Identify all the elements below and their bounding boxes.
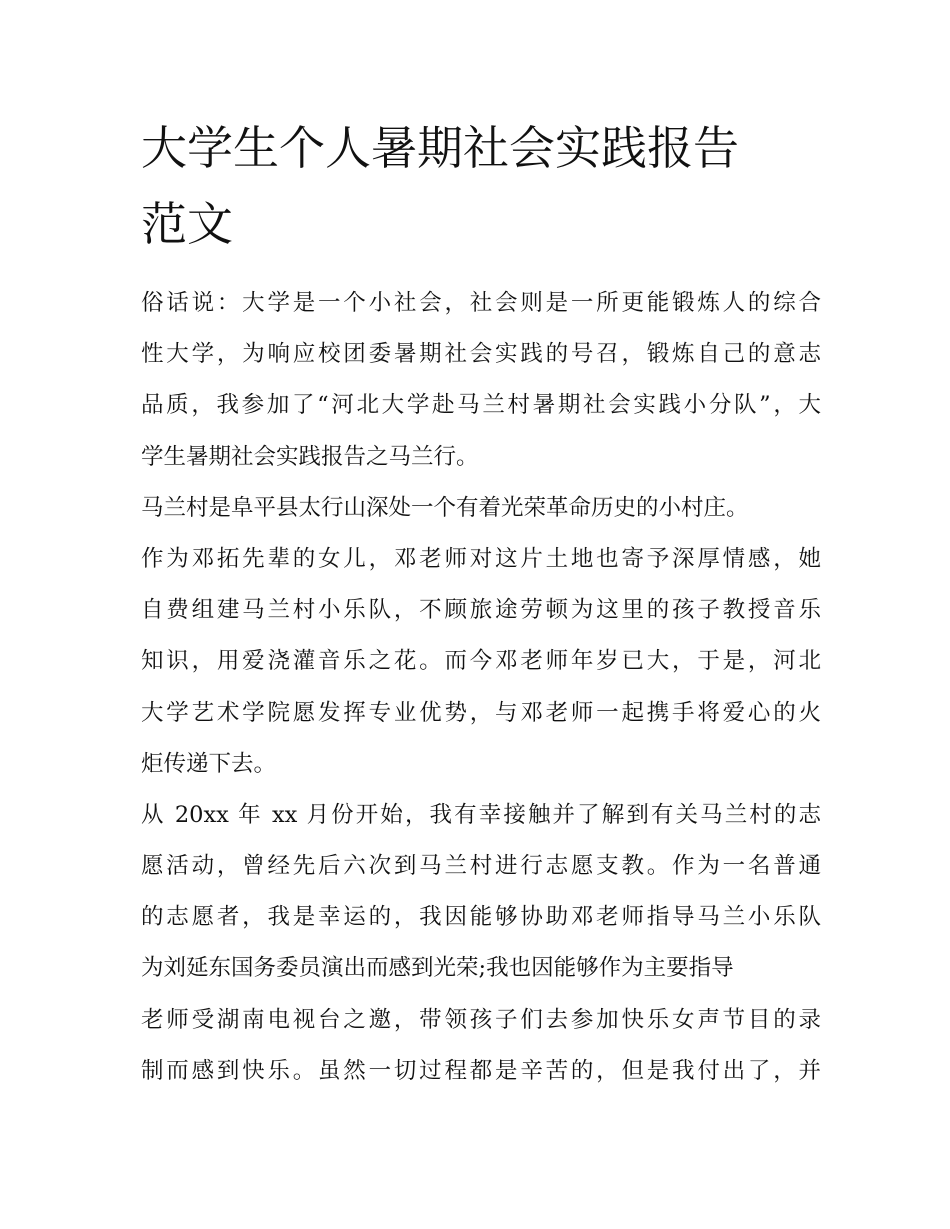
- text-line: 作为邓拓先辈的女儿，邓老师对这片土地也寄予深厚情感，她: [141, 545, 821, 572]
- text-line: 性大学，为响应校团委暑期社会实践的号召，锻炼自己的意志: [141, 341, 821, 368]
- title-line-1: 大学生个人暑期社会实践报告: [141, 121, 739, 175]
- text-line: 品质，我参加了“河北大学赴马兰村暑期社会实践小分队”，大: [141, 392, 821, 419]
- paragraph-1: [141, 278, 821, 483]
- text-line: 为刘延东国务委员演出而感到光荣;我也因能够作为主要指导: [141, 955, 734, 982]
- text-line: 自费组建马兰村小乐队，不顾旅途劳顿为这里的孩子教授音乐: [141, 597, 821, 624]
- text-line: 马兰村是阜平县太行山深处一个有着光荣革命历史的小村庄。: [141, 494, 749, 521]
- text-line: 愿活动，曾经先后六次到马兰村进行志愿支教。作为一名普通: [141, 853, 821, 880]
- document-title: [141, 110, 821, 262]
- text-line: 大学艺术学院愿发挥专业优势，与邓老师一起携手将爱心的火: [141, 699, 821, 726]
- text-line: 俗话说：大学是一个小社会，社会则是一所更能锻炼人的综合: [141, 290, 821, 316]
- document-body: [141, 278, 821, 1097]
- text-line: 的志愿者，我是幸运的，我因能够协助邓老师指导马兰小乐队: [141, 904, 821, 931]
- paragraph-2: [141, 483, 821, 790]
- text-line: 炬传递下去。: [141, 750, 277, 777]
- text-line: 从 20xx 年 xx 月份开始，我有幸接触并了解到有关马兰村的志: [141, 801, 821, 828]
- text-line: 老师受湖南电视台之邀，带领孩子们去参加快乐女声节目的录: [141, 1006, 821, 1033]
- text-line: 学生暑期社会实践报告之马兰行。: [141, 443, 479, 470]
- title-line-2: 范文: [141, 197, 233, 251]
- text-line: 制而感到快乐。虽然一切过程都是辛苦的，但是我付出了，并: [141, 1057, 821, 1084]
- text-line: 知识，用爱浇灌音乐之花。而今邓老师年岁已大，于是，河北: [141, 648, 821, 675]
- paragraph-3: [141, 790, 821, 1097]
